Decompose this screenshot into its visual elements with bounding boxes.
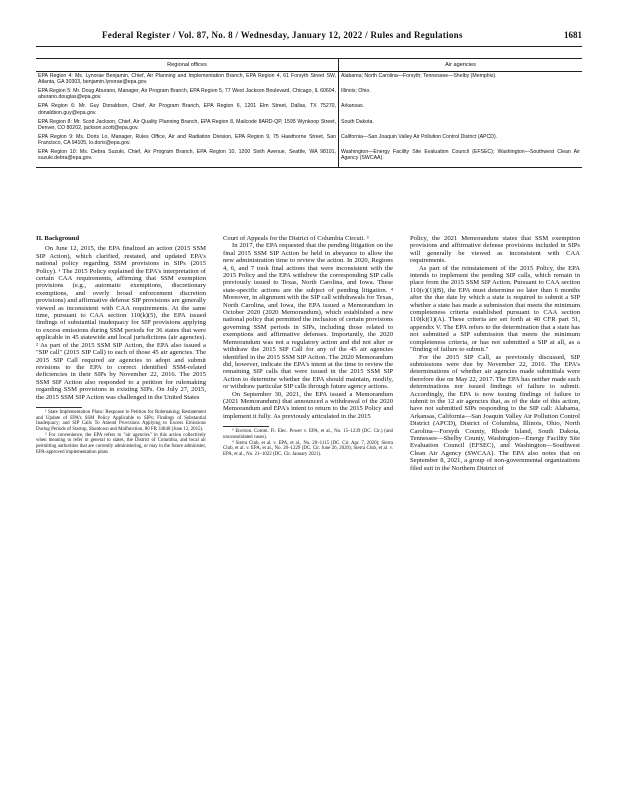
footnote: ¹ State Implementation Plans: Response to Petition for Rulemaking; Restatement and Update of EPA's SSM Policy Applicable to SIPs; Findings of Substantial Inadequacy; and SIP Calls To Amend Provisions Applying to Excess Emissions During Periods of Startup, Shutdown and Malfunction, 80 FR 33840 (June 12, 2015). [36, 409, 206, 433]
footnote: ⁴ Sierra Club, et al. v. EPA, et al., No. 20–1115 (DC. Cir. Apr. 7, 2020); Sierra Club, et al. v. EPA, et al., No. 20–1229 (DC. Cir. June 26, 2020); Sierra Club, et al. v. EPA, et al., No. 21–1022 (DC. Cir. January 2021). [223, 440, 393, 457]
air-agency-cell: Alabama; North Carolina—Forsyth; Tennessee—Shelby (Memphis). [341, 73, 497, 80]
body-columns [36, 235, 582, 765]
table-row [36, 118, 582, 133]
body-paragraph: On June 12, 2015, the EPA finalized an action (2015 SSM SIP Action), which clarified, restated, and updated EPA's national policy regarding SSM provisions in SIPs (2015 Policy). ¹ The 2015 Policy explained the EPA's interpretation of certain CAA requirements, affirming that SSM exemption provisions (e.g., automatic exemptions, discretionary exemptions, and overly broad enforcement discretion provisions) and affirmative defense SIP provisions are generally viewed as inconsistent with CAA requirements. At the same time, pursuant to CAA section 110(k)(5), the EPA issued findings of substantial inadequacy for SIP provisions applying to excess emissions during SSM periods for 36 states that were applicable in 45 statewide and local jurisdictions (air agencies). ² As part of the 2015 SSM SIP Action, the EPA also issued a "SIP call" (2015 SIP Call) to each of those 45 air agencies. The 2015 SIP Call required air agencies to adopt and submit revisions to the EPA to correct identified SSM-related deficiencies in their SIPs by November 22, 2016. The 2015 SSM SIP Action also responded to a petition for rulemaking regarding SSM provisions in existing SIPs. On July 27, 2015, the 2015 SSM SIP Action was challenged in the United States [36, 245, 206, 401]
body-paragraph: Policy, the 2021 Memorandum states that SSM exemption provisions and affirmative defense provisions included in SIPs will generally be viewed as inconsistent with CAA requirements. [410, 235, 580, 265]
body-paragraph: On September 30, 2021, the EPA issued a Memorandum (2021 Memorandum) that announced a withdrawal of the 2020 Memorandum and EPA's intent to return to the 2015 Policy and implement it fully. As previously articulated in the 2015 [223, 390, 393, 420]
regional-office-cell: EPA Region 9: Ms. Doris Lo, Manager, Rules Office, Air and Radiation Division, EPA Region 9, 75 Hawthorne Street, San Francisco, CA 94105, lo.doris@epa.gov. [36, 133, 339, 148]
regional-office-cell: EPA Region 5: Mr. Doug Aburano, Manager, Air Program Branch, EPA Region 5, 77 West Jackson Boulevard, Chicago, IL 60604, aburano.douglas@epa.gov. [36, 87, 339, 102]
table-row [36, 148, 582, 168]
regional-office-cell: EPA Region 4: Ms. Lynorae Benjamin, Chief, Air Planning and Implementation Branch, EPA Region 4, 61 Forsyth Street SW, Atlanta, GA 30303, benjamin.lynorae@epa.gov. [36, 72, 339, 88]
regional-offices-table [36, 58, 582, 168]
section-heading: II. Background [36, 235, 80, 242]
air-agency-cell: Illinois; Ohio. [341, 88, 371, 95]
column-3 [410, 235, 580, 472]
air-agency-cell: California—San Joaquin Valley Air Pollution Control District (APCD). [341, 133, 498, 140]
table-row [36, 102, 582, 117]
footnote: ³ Environ. Comm. Fl. Elec. Power v. EPA, et al., No. 15–1239 (DC. Cir.) (and unconsolidated cases). [223, 429, 393, 440]
body-paragraph: In 2017, the EPA requested that the pending litigation on the final 2015 SSM SIP Action be held in abeyance to allow the new administration time to review the action. In 2020, Regions 4, 6, and 7 took final actions that were inconsistent with the 2015 Policy and the EPA withdrew the corresponding SIP calls previously issued to Texas, North Carolina, and Iowa. These state-specific actions are the subject of pending litigation. ⁴ Moreover, in alignment with the SIP call withdrawals for Texas, North Carolina, and Iowa, the EPA issued a Memorandum in October 2020 (2020 Memorandum), which established a new national policy that permitted the inclusion of certain provisions governing SSM periods in SIPs, including those related to exemptions and affirmative defenses. Importantly, the 2020 Memorandum was not a regulatory action and did not alter or withdraw the 2015 SIP Call for any of the 45 air agencies identified in the 2015 SSM SIP Action. The 2020 Memorandum did, however, indicate the EPA's intent at the time to review the remaining SIP calls that were issued in the 2015 SSM SIP Action to determine whether the EPA should maintain, modify, or withdraw particular SIP calls through future agency actions. [223, 242, 393, 391]
header-title: Federal Register / Vol. 87, No. 8 / Wednesday, January 12, 2022 / Rules and Regulations [102, 30, 463, 40]
footnote-rule [36, 407, 82, 408]
column-header-regional-offices: Regional offices [36, 59, 339, 72]
air-agency-cell: Washington—Energy Facility Site Evaluation Council (EFSEC); Washington—Southwest Clean Air Agency (SWCAA). [339, 148, 583, 168]
column-2 [223, 235, 393, 458]
table-row [36, 72, 582, 88]
regional-office-cell: EPA Region 6: Mr. Guy Donaldson, Chief, Air Program Branch, EPA Region 6, 1201 Elm Street, Dallas, TX 75270, donaldson.guy@epa.gov. [36, 102, 339, 117]
table-row [36, 87, 582, 102]
body-paragraph: Court of Appeals for the District of Columbia Circuit. ³ [223, 235, 369, 242]
regional-office-cell: EPA Region 10: Ms. Debra Suzuki, Chief, Air Program Branch, EPA Region 10, 1200 Sixth Avenue, Seattle, WA 98101, suzuki.debra@epa.gov. [36, 148, 339, 168]
table-header-row [36, 59, 582, 72]
footnote-rule [223, 426, 269, 427]
header-rule [36, 46, 582, 47]
body-paragraph: For the 2015 SIP Call, as previously discussed, SIP submissions were due by November 22, 2016. The EPA's determinations of whether air agencies made submittals were therefore due on May 22, 2017. The EPA has neither made such determinations nor issued findings of failure to submit. Accordingly, the EPA is now issuing findings of failure to submit to the 12 air agencies that, as of the date of this action, have not submitted SIPs responding to the SIP call: Alabama, Arkansas, California—San Joaquin Valley Air Pollution Control District (APCD), District of Columbia, Illinois, Ohio, North Carolina—Forsyth County, Rhode Island, South Dakota, Tennessee—Shelby County, Washington—Energy Facility Site Evaluation Council (EFSEC), and Washington—Southwest Clean Air Agency (SWCAA). The EPA also notes that on September 8, 2021, a group of non-governmental organizations filed suit in the Northern District of [410, 353, 580, 472]
body-paragraph: As part of the reinstatement of the 2015 Policy, the EPA intends to implement the pending SIP calls, which remain in place from the 2015 SSM SIP Action. Pursuant to CAA section 110(c)(1)(B), the EPA must determine no later than 6 months after the due date by which a state is required to submit a SIP whether a state has made a submission that meets the minimum completeness criteria established pursuant to CAA section 110(k)(1)(A). These criteria are set forth at 40 CFR part 51, appendix V. The EPA refers to the determination that a state has not submitted a SIP submission that meets the minimum completeness criteria, or has not submitted a SIP at all, as a "finding of failure to submit." [410, 264, 580, 354]
air-agency-cell: Arkansas. [341, 103, 365, 110]
footnote: ² For convenience, the EPA refers to "air agencies" in this action collectively when meaning to refer in general to states, the District of Columbia, and local air permitting authorities that are currently administering, or may in the future administer, EPA-approved implementation plans [36, 432, 206, 455]
regional-office-cell: EPA Region 8: Mr. Scott Jackson, Chief, Air Quality Planning Branch, EPA Region 8, Mailcode 8ARD-QP, 1595 Wynkoop Street, Denver, CO 80202, jackson.scott@epa.gov. [36, 118, 339, 133]
column-header-air-agencies: Air agencies [339, 59, 583, 72]
column-1 [36, 235, 206, 456]
page-header [36, 30, 582, 44]
page-number: 1681 [564, 30, 582, 40]
air-agency-cell: South Dakota. [341, 118, 374, 125]
table-row [36, 133, 582, 148]
